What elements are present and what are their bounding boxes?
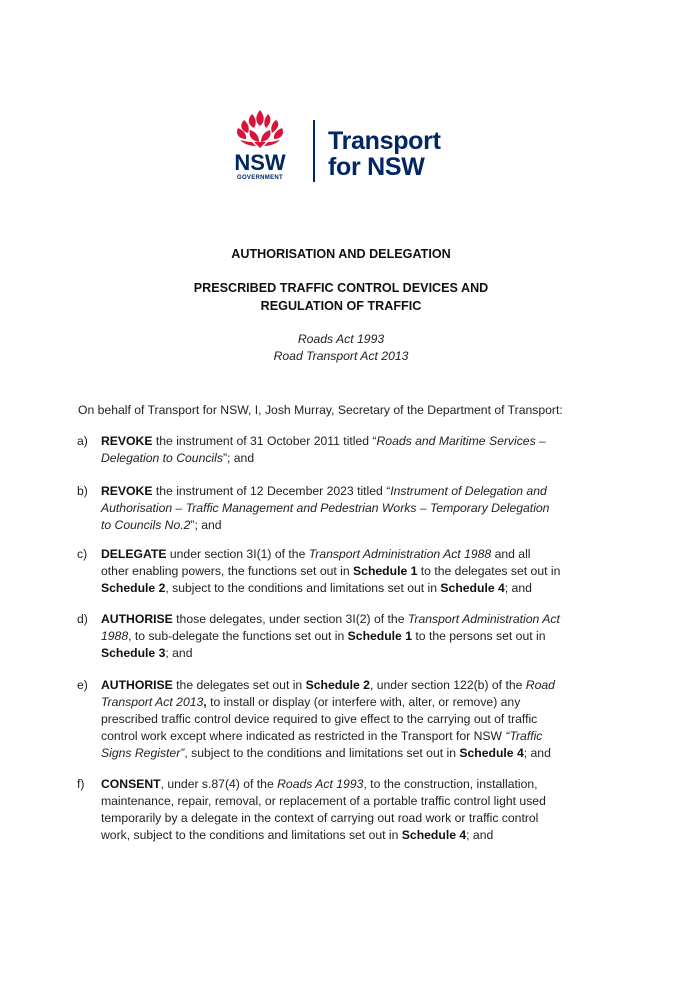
text-run: , subject to the conditions and limitations set out in [165,581,441,595]
italic-run: 1988 [101,629,129,643]
text-run: other enabling powers, the functions set out in [101,564,354,578]
list-item [77,433,615,467]
text-run: , subject to the conditions and limitations set out in [184,746,460,760]
bold-run: DELEGATE [101,547,167,561]
waratah-flower-icon [228,108,292,152]
bold-run: Schedule 4 [440,581,505,595]
text-run: the instrument of 12 December 2023 titled “ [152,484,391,498]
text-run: ”; and [190,518,222,532]
bold-run: Schedule 1 [347,629,413,643]
intro-paragraph: On behalf of Transport for NSW, I, Josh Murray, Secretary of the Department of Transport: [78,403,563,417]
document-subtitle [0,279,682,315]
item-text [101,677,615,762]
text-run: , under section 122(b) of the [369,678,526,692]
item-text [101,776,615,844]
bold-run: Schedule 2 [305,678,370,692]
bold-run: REVOKE [101,484,153,498]
italic-run: Authorisation – Traffic Management and Pedestrian Works – Temporary Delegation [101,501,550,515]
italic-run: Roads and Maritime Services – [376,434,546,448]
italic-run: to Councils No.2 [101,518,191,532]
list-item [77,776,615,844]
italic-run: Roads Act 1993 [277,777,364,791]
subtitle-line-2: REGULATION OF TRAFFIC [260,299,422,313]
item-label: c) [77,547,88,561]
item-text [101,433,615,467]
transport-for-nsw-wordmark [328,128,441,180]
nsw-wordmark: NSW [234,150,286,175]
list-item [77,546,615,597]
government-wordmark: GOVERNMENT [236,175,283,181]
list-item [77,483,615,534]
bold-run: Schedule 4 [401,828,467,842]
document-title: AUTHORISATION AND DELEGATION [231,247,451,261]
bold-run: AUTHORISE [101,612,173,626]
bold-run: AUTHORISE [101,678,173,692]
italic-run: Delegation to Councils [101,451,223,465]
act-road-transport: Road Transport Act 2013 [273,349,409,363]
italic-run: Signs Register” [101,746,185,760]
logo-divider [313,120,315,182]
text-run: under section 3I(1) of the [166,547,309,561]
italic-run: Instrument of Delegation and [390,484,547,498]
text-run: the instrument of 31 October 2011 titled “ [152,434,377,448]
text-run: to the persons set out in [412,629,546,643]
item-label: e) [77,678,88,692]
bold-run: Schedule 1 [353,564,418,578]
act-roads: Roads Act 1993 [297,332,385,346]
acts-block [0,331,682,365]
item-text [101,483,615,534]
text-run: ; and [466,828,494,842]
bold-run: Schedule 3 [101,646,166,660]
item-label: b) [77,484,88,498]
italic-run: Transport Administration Act [407,612,560,626]
italic-run: Road [525,678,555,692]
bold-run: CONSENT [101,777,161,791]
subtitle-line-1: PRESCRIBED TRAFFIC CONTROL DEVICES AND [193,281,489,295]
item-label: a) [77,434,88,448]
italic-run: Transport Administration Act 1988 [308,547,492,561]
text-run: ”; and [222,451,255,465]
italic-run: “Traffic [505,729,543,743]
logo-line-2: for NSW [328,153,425,181]
item-text [101,611,615,662]
text-run: to the delegates set out in [417,564,561,578]
text-run: prescribed traffic control device required to give effect to the carrying out of traffic [101,712,538,726]
text-run: the delegates set out in [172,678,306,692]
text-run: ; and [504,581,532,595]
text-run: , under s.87(4) of the [160,777,278,791]
list-item [77,611,615,662]
item-label: d) [77,612,88,626]
text-run: work, subject to the conditions and limitations set out in [101,828,402,842]
text-run: to install or display (or interfere with, alter, or remove) any [206,695,521,709]
text-run: ; and [523,746,551,760]
text-run: temporarily by a delegate in the context of carrying out road work or traffic control [101,811,539,825]
item-text [101,546,615,597]
bold-run: Schedule 2 [101,581,166,595]
italic-run: Transport Act 2013 [101,695,204,709]
bold-run: Schedule 4 [459,746,524,760]
bold-run: REVOKE [101,434,153,448]
text-run: those delegates, under section 3I(2) of the [172,612,408,626]
list-item [77,677,615,762]
text-run: , to sub-delegate the functions set out in [128,629,348,643]
text-run: ; and [165,646,193,660]
logo-line-1: Transport [328,127,441,155]
item-label: f) [77,777,85,791]
text-run: control work except where indicated as restricted in the Transport for NSW [101,729,506,743]
text-run: and all [491,547,531,561]
text-run: maintenance, repair, removal, or replacement of a portable traffic control light used [101,794,546,808]
bold-run: , [203,695,207,709]
text-run: , to the construction, installation, [363,777,538,791]
transport-for-nsw-logo [222,108,462,188]
